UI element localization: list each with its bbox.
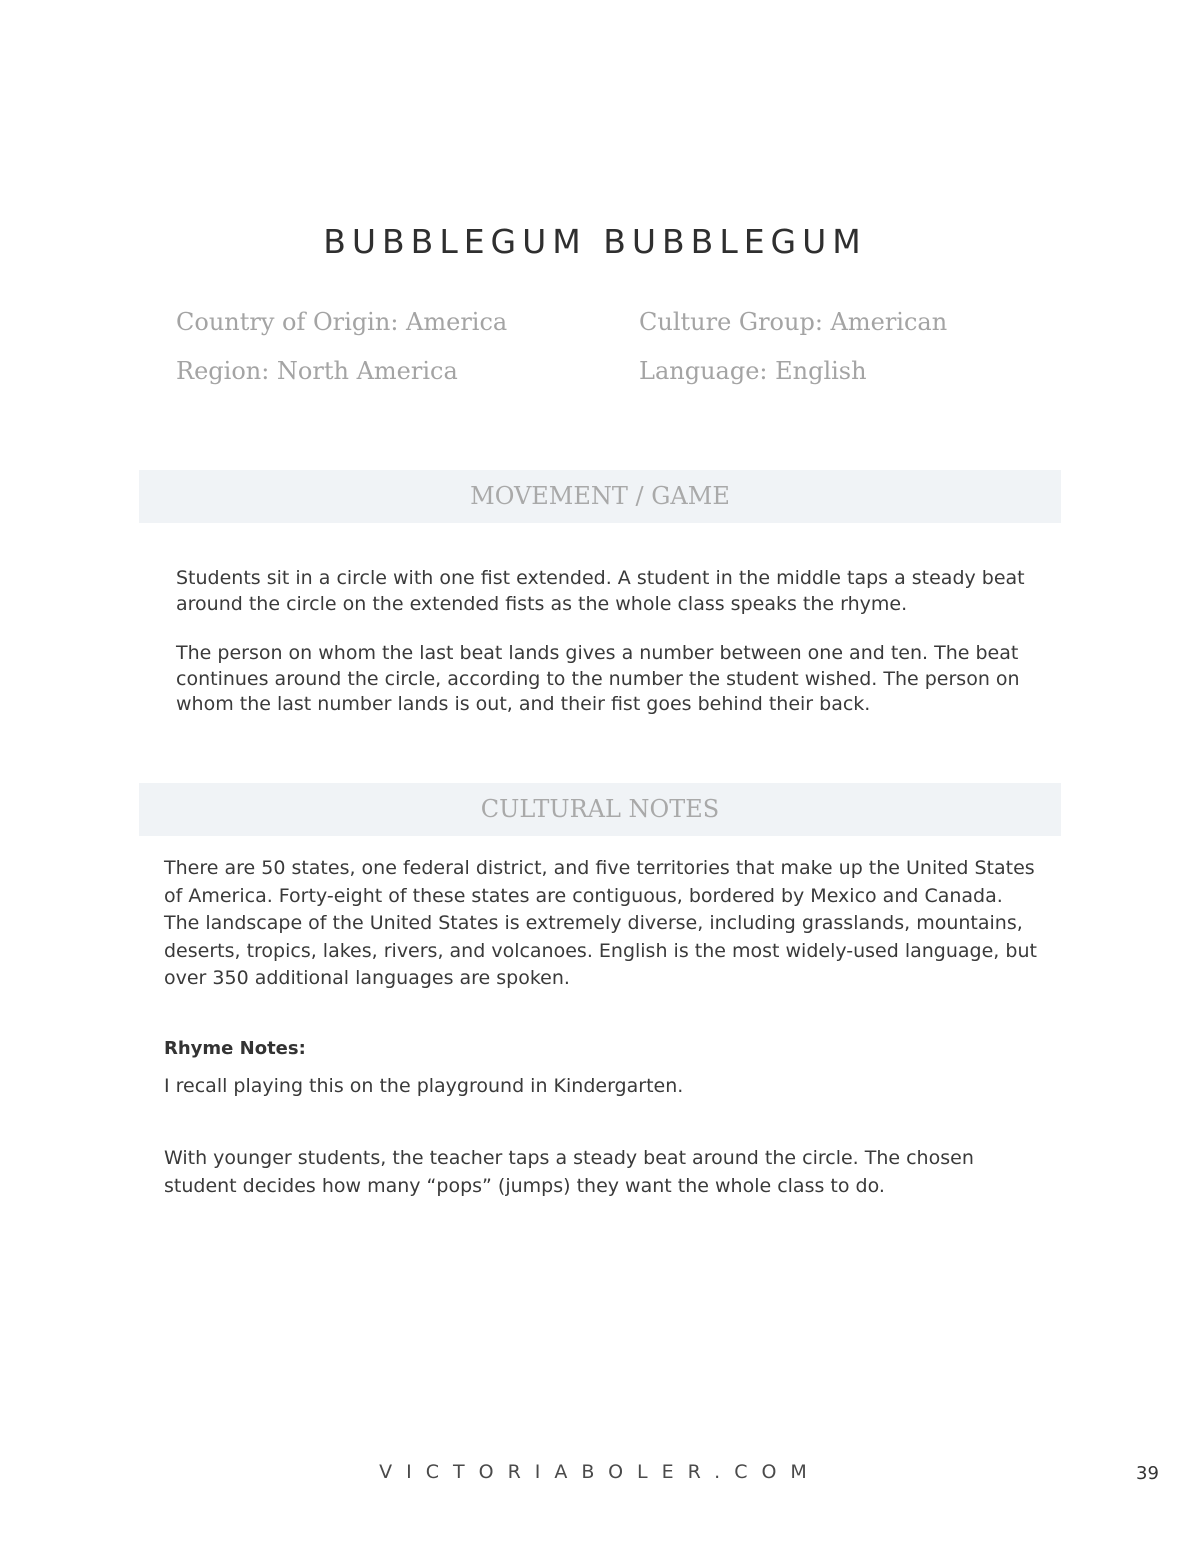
rhyme-notes-label: Rhyme Notes:: [164, 1038, 306, 1059]
cultural-notes-text: There are 50 states, one federal district, and five territories that make up the United States of America. Forty-eight of these states are contiguous, bordered by Mexico and Canada. The landscape of the United States is extremely diverse, including grasslands, mountains, deserts, tropics, lakes, rivers, and volcanoes. English is the most widely-used language, but over 350 additional languages are spoken.: [164, 857, 1037, 989]
footer-website: VICTORIABOLER.COM: [379, 1461, 821, 1483]
cultural-section-header: [139, 783, 1061, 836]
movement-heading: MOVEMENT / GAME: [470, 482, 730, 510]
language: Language: English: [639, 357, 867, 385]
culture-group: Culture Group: American: [639, 308, 948, 336]
rhyme-note: I recall playing this on the playground in Kindergarten.: [164, 1075, 684, 1097]
movement-paragraph: The person on whom the last beat lands gives a number between one and ten. The beat continues around the circle, according to the number the student wished. The person on whom the last number lands is out, and their fist goes behind their back.: [176, 642, 1020, 715]
region: Region: North America: [176, 357, 458, 385]
rhyme-note: With younger students, the teacher taps a steady beat around the circle. The chosen student decides how many “pops” (jumps) they want the whole class to do.: [164, 1147, 974, 1197]
page-title: BUBBLEGUM BUBBLEGUM: [323, 222, 867, 261]
country-of-origin: Country of Origin: America: [176, 308, 508, 336]
page-number: 39: [1136, 1463, 1159, 1484]
movement-section-header: [139, 470, 1061, 523]
cultural-heading: CULTURAL NOTES: [480, 795, 720, 823]
movement-paragraph: Students sit in a circle with one fist extended. A student in the middle taps a steady beat around the circle on the extended fists as the whole class speaks the rhyme.: [176, 567, 1025, 615]
